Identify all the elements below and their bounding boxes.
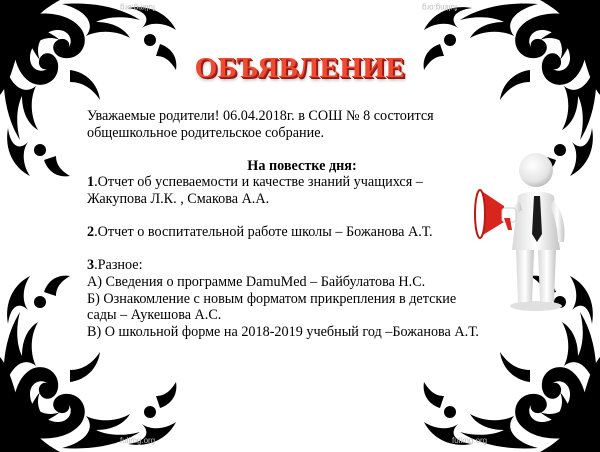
agenda-item-text: .Отчет об успеваемости и качестве знаний учащихся – <box>94 174 423 191</box>
intro-line-2: общешкольное родительское собрание. <box>87 124 325 141</box>
watermark-bottom-right: fulimg.org <box>452 436 488 445</box>
agenda-item-text: .Отчет о воспитательной работе школы – Божанова А.Т. <box>94 224 433 241</box>
announcement-body <box>87 108 517 340</box>
agenda-item-text: .Разное: <box>94 257 143 274</box>
agenda-item-1-speakers: Жакупова Л.К. , Смакова А.А. <box>87 190 270 207</box>
watermark-top-right: fulimg.org <box>422 3 458 12</box>
agenda-item-number: 3 <box>87 257 95 274</box>
intro-line-1: Уважаемые родители! 06.04.2018г. в СОШ № 8 состоится <box>87 108 434 124</box>
announcement-title: ОБЪЯВЛЕНИЕ <box>194 52 406 84</box>
agenda-subitem-b: Б) Ознакомление с новым форматом прикрепления в детские <box>87 290 457 307</box>
agenda-subitem-a: А) Сведения о программе DamuMed – Байбулатова Н.С. <box>87 273 426 290</box>
watermark-top-left: fulimg.org <box>120 3 156 12</box>
watermark-bottom-left: fulimg.org <box>120 436 156 445</box>
agenda-item-1 <box>87 174 517 191</box>
person-with-megaphone-icon <box>474 150 584 312</box>
agenda-item-number: 1 <box>87 174 95 191</box>
agenda-item-2 <box>87 224 517 241</box>
agenda-heading: На повестке дня: <box>247 157 357 174</box>
agenda-item-3 <box>87 257 517 274</box>
agenda-subitem-c: В) О школьной форме на 2018-2019 учебный год –Божанова А.Т. <box>87 323 479 340</box>
agenda-item-number: 2 <box>87 224 95 241</box>
agenda-subitem-b-cont: сады – Аукешова А.С. <box>87 307 222 324</box>
